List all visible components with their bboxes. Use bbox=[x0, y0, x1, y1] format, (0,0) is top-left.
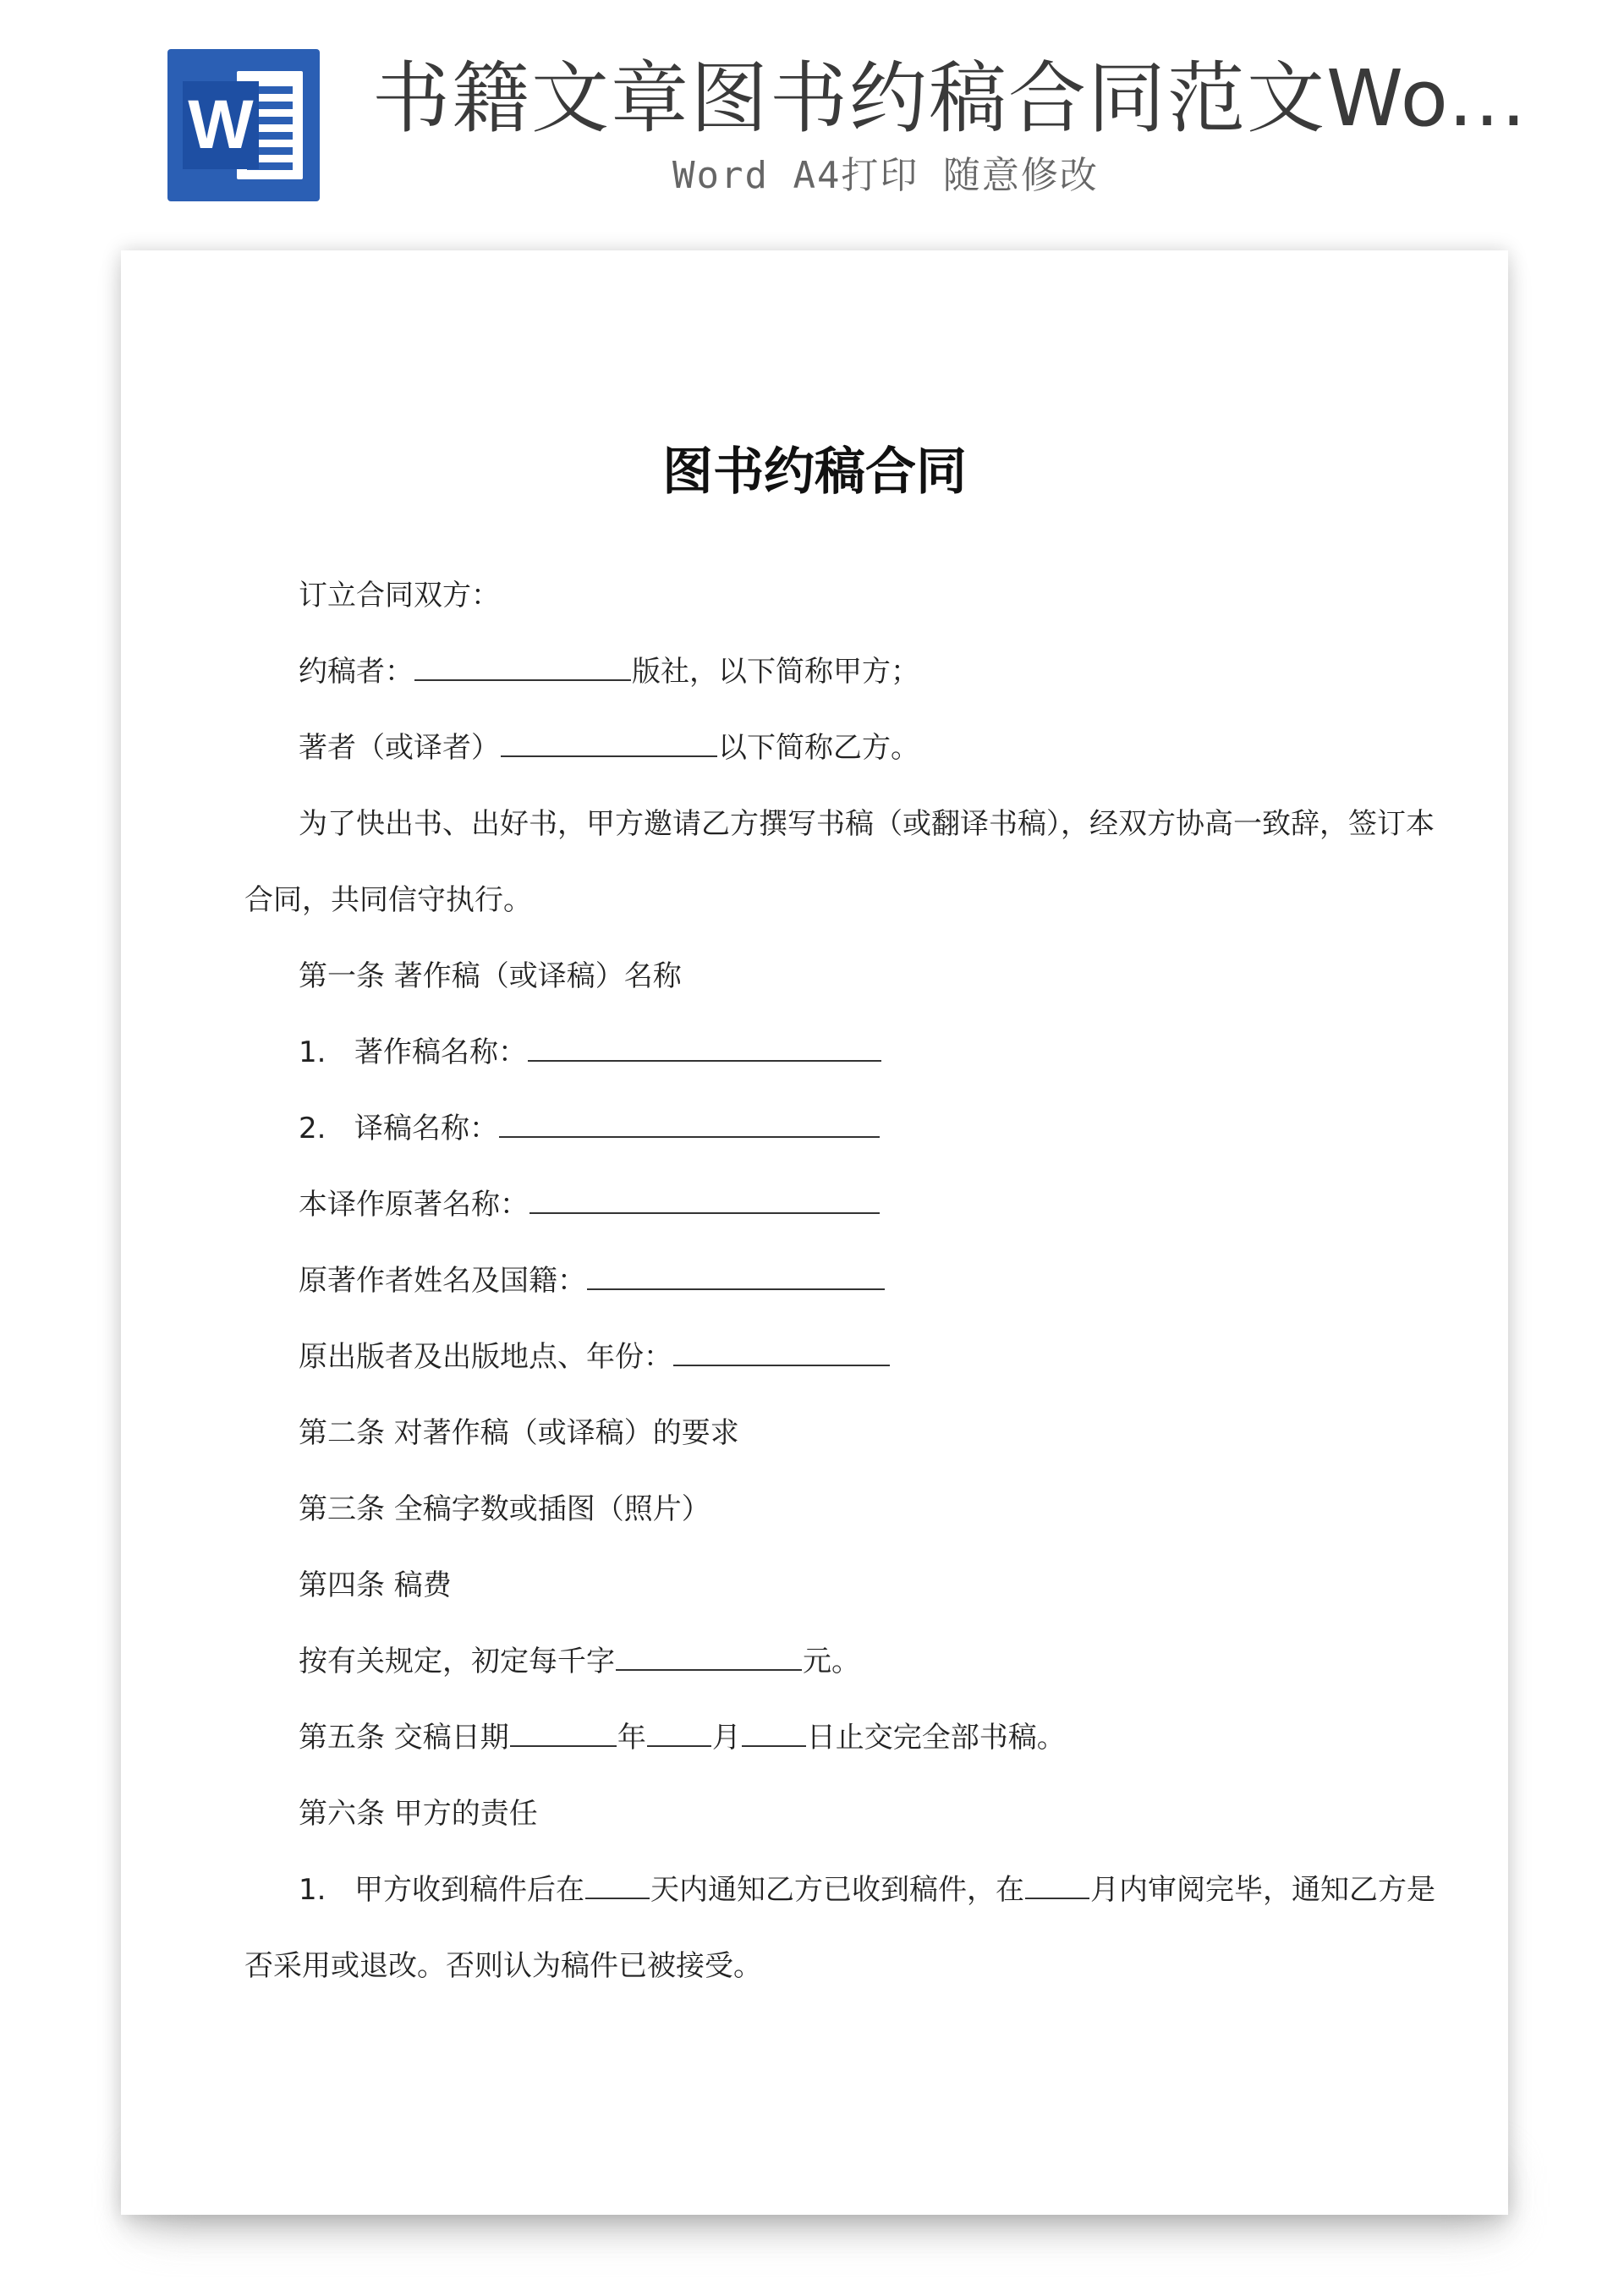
blank-field[interactable] bbox=[501, 720, 717, 757]
document-page[interactable] bbox=[121, 250, 1508, 2215]
article-3-title: 第三条 全稿字数或插图（照片） bbox=[299, 1492, 710, 1526]
purpose-paragraph-cont: 合同，共同信守执行。 bbox=[244, 883, 532, 917]
blank-field[interactable] bbox=[742, 1710, 806, 1747]
original-author-line: 原著作者姓名及国籍： bbox=[299, 1253, 886, 1309]
article-5-text: 第五条 交稿日期 年 月 日止交完全部书稿。 bbox=[299, 1710, 1066, 1766]
commissioner-line: 约稿者： 版社，以下简称甲方； bbox=[299, 644, 919, 700]
blank-field[interactable] bbox=[647, 1710, 711, 1747]
word-icon-letter: W bbox=[183, 81, 259, 169]
article-1-item-1: 1. 著作稿名称： bbox=[299, 1024, 882, 1080]
article-4-title: 第四条 稿费 bbox=[299, 1568, 452, 1602]
article-6-title: 第六条 甲方的责任 bbox=[299, 1797, 538, 1831]
header-subtitle: Word A4打印 随意修改 bbox=[672, 154, 1099, 197]
blank-field[interactable] bbox=[616, 1634, 802, 1671]
parties-intro: 订立合同双方： bbox=[299, 579, 500, 612]
article-4-text: 按有关规定，初定每千字 元。 bbox=[299, 1634, 860, 1689]
blank-field[interactable] bbox=[499, 1101, 880, 1138]
article-6-item-1-cont: 否采用或退改。否则认为稿件已被接受。 bbox=[244, 1949, 762, 1983]
purpose-paragraph: 为了快出书、出好书，甲方邀请乙方撰写书稿（或翻译书稿），经双方协高一致辞，签订本 bbox=[299, 807, 1435, 841]
header-title: 书籍文章图书约稿合同范文Wo... bbox=[372, 53, 1528, 144]
document-title: 图书约稿合同 bbox=[662, 442, 967, 502]
blank-field[interactable] bbox=[510, 1710, 617, 1747]
original-publisher-line: 原出版者及出版地点、年份： bbox=[299, 1329, 891, 1385]
blank-field[interactable] bbox=[673, 1329, 890, 1366]
blank-field[interactable] bbox=[587, 1253, 885, 1290]
article-1-item-2: 2. 译稿名称： bbox=[299, 1101, 881, 1156]
article-2-title: 第二条 对著作稿（或译稿）的要求 bbox=[299, 1416, 739, 1450]
blank-field[interactable] bbox=[528, 1024, 881, 1062]
blank-field[interactable] bbox=[1025, 1862, 1089, 1899]
word-icon bbox=[167, 49, 320, 201]
blank-field[interactable] bbox=[529, 1177, 880, 1214]
article-6-item-1: 1. 甲方收到稿件后在 天内通知乙方已收到稿件，在 月内审阅完毕，通知乙方是 bbox=[299, 1862, 1435, 1918]
article-1-title: 第一条 著作稿（或译稿）名称 bbox=[299, 959, 682, 993]
original-title-line: 本译作原著名称： bbox=[299, 1177, 881, 1233]
author-line: 著者（或译者） 以下简称乙方。 bbox=[299, 720, 919, 776]
blank-field[interactable] bbox=[585, 1862, 650, 1899]
blank-field[interactable] bbox=[414, 644, 631, 681]
